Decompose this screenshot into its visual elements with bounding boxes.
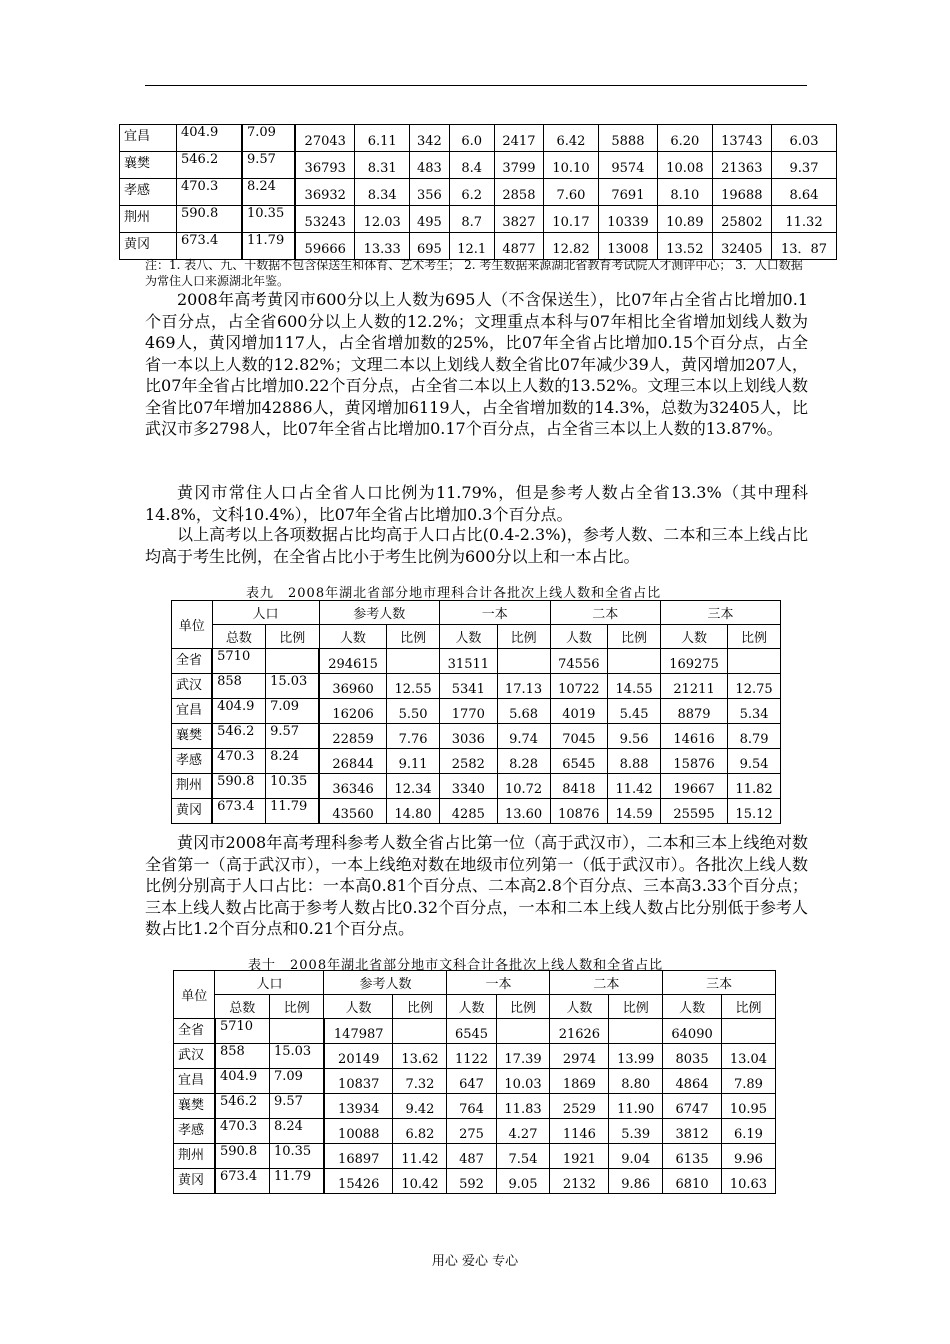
table-cell: 7045 — [550, 724, 608, 749]
table-cell: 11.79 — [266, 799, 319, 824]
paragraph-1: 2008年高考黄冈市600分以上人数为695人（不含保送生），比07年占全省占比增加0.1个百分点，占全省600分以上人数的12.2%；文理重点本科与07年相比全省增加划线人数为469人，黄冈增加117人，占全省增加数的25%，比07年全省占比增加0.15个百分点，占全省一本以上人数的12.82%；文理二本以上划线人数全省比07年减少39人，黄冈增加207人，比07年全省占比增加0.22个百分点，占全省二本以上人数的13.52%。文理三本以上划线人数全省比07年增加42886人，黄冈增加6119人，占全省增加数的14.3%，总数为32405人，比武汉市多2798人，比07年全省占比增加0.17个百分点，占全省三本以上人数的13.87%。 — [145, 290, 808, 438]
table-cell — [497, 649, 550, 674]
table-cell: 8.88 — [608, 749, 661, 774]
table-cell: 8.10 — [658, 179, 713, 206]
table-cell: 15.12 — [728, 799, 781, 824]
table-cell: 36932 — [295, 179, 355, 206]
header-people: 人数 — [324, 995, 393, 1019]
table-row — [172, 749, 781, 774]
table-cell: 20149 — [324, 1044, 393, 1069]
table-cell: 36793 — [295, 152, 355, 179]
header-ratio: 比例 — [496, 995, 550, 1019]
table-cell-region: 襄樊 — [174, 1094, 215, 1119]
table10 — [173, 970, 776, 1194]
table-cell: 8879 — [661, 699, 728, 724]
table-cell: 13．87 — [771, 233, 836, 260]
header-exam: 参考人数 — [324, 971, 447, 995]
table-cell: 592 — [447, 1169, 496, 1194]
table-row — [172, 724, 781, 749]
table-cell: 9.86 — [609, 1169, 663, 1194]
table-cell: 31511 — [440, 649, 498, 674]
table-row — [120, 206, 837, 233]
table-cell: 546.2 — [177, 152, 243, 179]
header-rule — [145, 85, 807, 86]
table-row — [174, 1069, 776, 1094]
table-cell: 5.68 — [497, 699, 550, 724]
table-cell: 546.2 — [212, 724, 265, 749]
table-cell: 6.19 — [721, 1119, 775, 1144]
table-cell: 9.57 — [242, 152, 295, 179]
table-cell: 6.2 — [449, 179, 494, 206]
table-cell-region: 荆州 — [174, 1144, 215, 1169]
table-cell: 8.4 — [449, 152, 494, 179]
table-cell — [269, 1019, 324, 1044]
table-row — [174, 1094, 776, 1119]
table-cell: 6.42 — [544, 125, 599, 152]
table-row — [172, 799, 781, 824]
table-cell: 16206 — [319, 699, 387, 724]
table-cell: 10.35 — [266, 774, 319, 799]
table-cell: 8.7 — [449, 206, 494, 233]
table-cell: 6545 — [447, 1019, 496, 1044]
table-cell: 6545 — [550, 749, 608, 774]
table-cell: 9.37 — [771, 152, 836, 179]
header-ratio: 比例 — [728, 625, 781, 649]
table-cell: 10.35 — [242, 206, 295, 233]
table-cell: 342 — [409, 125, 449, 152]
table-cell: 647 — [447, 1069, 496, 1094]
table-cell: 16897 — [324, 1144, 393, 1169]
table-cell: 8.34 — [355, 179, 410, 206]
table-cell: 13743 — [712, 125, 771, 152]
table-cell: 5.39 — [609, 1119, 663, 1144]
table-cell: 4.27 — [496, 1119, 550, 1144]
table-cell: 2582 — [440, 749, 498, 774]
header-people: 人数 — [663, 995, 722, 1019]
table-row — [172, 649, 781, 674]
table-cell — [608, 649, 661, 674]
table-cell: 590.8 — [215, 1144, 270, 1169]
table-cell: 5888 — [598, 125, 657, 152]
table-cell: 2417 — [494, 125, 544, 152]
table-cell: 695 — [409, 233, 449, 260]
table-cell: 59666 — [295, 233, 355, 260]
table-cell: 14.59 — [608, 799, 661, 824]
table-cell: 10.10 — [544, 152, 599, 179]
table-cell: 590.8 — [177, 206, 243, 233]
table-cell: 4285 — [440, 799, 498, 824]
table-cell: 10.63 — [721, 1169, 775, 1194]
table-cell: 36960 — [319, 674, 387, 699]
table-cell: 483 — [409, 152, 449, 179]
table-cell-region: 孝感 — [174, 1119, 215, 1144]
table-cell-region: 襄樊 — [172, 724, 213, 749]
table-cell: 294615 — [319, 649, 387, 674]
table-cell: 11.82 — [728, 774, 781, 799]
table-cell: 13.52 — [658, 233, 713, 260]
table-cell: 8.24 — [266, 749, 319, 774]
header-people: 人数 — [447, 995, 496, 1019]
table-cell: 6810 — [663, 1169, 722, 1194]
table-cell: 6.0 — [449, 125, 494, 152]
table-cell: 3799 — [494, 152, 544, 179]
table-row — [172, 674, 781, 699]
header-b1: 一本 — [440, 601, 550, 625]
table-cell: 2974 — [550, 1044, 609, 1069]
table-row — [174, 1119, 776, 1144]
header-b2: 二本 — [550, 971, 663, 995]
table-cell: 15.03 — [269, 1044, 324, 1069]
table-cell: 356 — [409, 179, 449, 206]
table-cell: 9.05 — [496, 1169, 550, 1194]
table-cell: 10.42 — [393, 1169, 447, 1194]
table-cell: 12.03 — [355, 206, 410, 233]
table-cell: 10722 — [550, 674, 608, 699]
table-cell: 17.39 — [496, 1044, 550, 1069]
table-cell: 53243 — [295, 206, 355, 233]
table-cell — [721, 1019, 775, 1044]
table-cell: 2858 — [494, 179, 544, 206]
table-cell: 26844 — [319, 749, 387, 774]
table-cell: 12.82 — [544, 233, 599, 260]
header-ratio: 比例 — [608, 625, 661, 649]
table-cell-region: 宜昌 — [120, 125, 177, 152]
table-cell-region: 黄冈 — [172, 799, 213, 824]
table-cell: 404.9 — [215, 1069, 270, 1094]
table-cell-region: 黄冈 — [120, 233, 177, 260]
table-cell: 9.57 — [266, 724, 319, 749]
table-cell: 15426 — [324, 1169, 393, 1194]
table-cell-region: 黄冈 — [174, 1169, 215, 1194]
table-cell: 9.96 — [721, 1144, 775, 1169]
table-cell: 3812 — [663, 1119, 722, 1144]
table-cell-region: 襄樊 — [120, 152, 177, 179]
table-cell: 858 — [215, 1044, 270, 1069]
table-cell: 11.90 — [609, 1094, 663, 1119]
table-cell: 9.74 — [497, 724, 550, 749]
header-ratio: 比例 — [609, 995, 663, 1019]
table-cell: 15876 — [661, 749, 728, 774]
table-cell: 13934 — [324, 1094, 393, 1119]
header-pop: 人口 — [215, 971, 324, 995]
table-cell: 3827 — [494, 206, 544, 233]
header-total: 总数 — [215, 995, 270, 1019]
table-cell: 14.55 — [608, 674, 661, 699]
table9 — [171, 600, 781, 824]
table-cell: 7691 — [598, 179, 657, 206]
table-cell: 6.11 — [355, 125, 410, 152]
table-cell: 12.1 — [449, 233, 494, 260]
table-cell — [609, 1019, 663, 1044]
table-cell: 4864 — [663, 1069, 722, 1094]
table-cell: 9.56 — [608, 724, 661, 749]
header-unit: 单位 — [174, 971, 215, 1019]
table-cell: 7.32 — [393, 1069, 447, 1094]
table-cell: 5.50 — [387, 699, 440, 724]
table-cell: 12.55 — [387, 674, 440, 699]
table-cell: 8.24 — [242, 179, 295, 206]
table-cell: 495 — [409, 206, 449, 233]
table-cell: 13.60 — [497, 799, 550, 824]
table-cell: 5341 — [440, 674, 498, 699]
table-cell: 19667 — [661, 774, 728, 799]
table-row — [174, 1044, 776, 1069]
header-ratio: 比例 — [266, 625, 319, 649]
header-b3: 三本 — [661, 601, 781, 625]
table-cell: 14.80 — [387, 799, 440, 824]
table-cell: 673.4 — [212, 799, 265, 824]
table-cell: 8.28 — [497, 749, 550, 774]
table10-caption: 表十 2008年湖北省部分地市文科合计各批次上线人数和全省占比 — [248, 958, 664, 973]
table-cell: 6747 — [663, 1094, 722, 1119]
header-pop: 人口 — [212, 601, 319, 625]
header-ratio: 比例 — [393, 995, 447, 1019]
table-cell: 22859 — [319, 724, 387, 749]
table-row — [120, 179, 837, 206]
table-cell: 13008 — [598, 233, 657, 260]
table-cell: 4877 — [494, 233, 544, 260]
table-cell: 13.33 — [355, 233, 410, 260]
header-ratio: 比例 — [497, 625, 550, 649]
table-cell: 147987 — [324, 1019, 393, 1044]
table-cell: 10.17 — [544, 206, 599, 233]
table-cell: 7.09 — [242, 125, 295, 152]
table-row — [174, 1019, 776, 1044]
table-cell: 11.32 — [771, 206, 836, 233]
table-cell-region: 宜昌 — [172, 699, 213, 724]
table-cell: 275 — [447, 1119, 496, 1144]
table-cell: 13.04 — [721, 1044, 775, 1069]
table-cell: 21211 — [661, 674, 728, 699]
table-note: 注：1. 表八、九、十数据不包含保送生和体育、艺术考生； 2. 考生数据来源湖北省教育考试院人才测评中心； 3．人口数据为常住人口来源湖北年鉴。 — [145, 258, 803, 288]
table-cell: 25595 — [661, 799, 728, 824]
page-footer: 用心 爱心 专心 — [431, 1254, 519, 1269]
table-cell: 673.4 — [177, 233, 243, 260]
table-cell: 10.08 — [658, 152, 713, 179]
table-cell: 21626 — [550, 1019, 609, 1044]
table-cell: 10.89 — [658, 206, 713, 233]
header-ratio: 比例 — [269, 995, 324, 1019]
table-cell — [266, 649, 319, 674]
table-cell: 12.34 — [387, 774, 440, 799]
table-cell — [393, 1019, 447, 1044]
header-people: 人数 — [319, 625, 387, 649]
header-people: 人数 — [661, 625, 728, 649]
table-cell: 5710 — [212, 649, 265, 674]
table-cell: 6135 — [663, 1144, 722, 1169]
table-cell-region: 武汉 — [174, 1044, 215, 1069]
table-cell: 27043 — [295, 125, 355, 152]
table9-caption: 表九 2008年湖北省部分地市理科合计各批次上线人数和全省占比 — [246, 586, 662, 601]
table-cell: 2529 — [550, 1094, 609, 1119]
table-cell: 9.11 — [387, 749, 440, 774]
table-cell: 8.64 — [771, 179, 836, 206]
table-cell-region: 全省 — [172, 649, 213, 674]
table-cell: 470.3 — [212, 749, 265, 774]
table-cell: 9574 — [598, 152, 657, 179]
table-cell: 9.57 — [269, 1094, 324, 1119]
table-cell: 8035 — [663, 1044, 722, 1069]
table-cell-region: 荆州 — [172, 774, 213, 799]
table-cell: 2132 — [550, 1169, 609, 1194]
table-cell: 673.4 — [215, 1169, 270, 1194]
table-cell: 36346 — [319, 774, 387, 799]
table-cell: 10.35 — [269, 1144, 324, 1169]
table-cell: 7.60 — [544, 179, 599, 206]
table-cell: 4019 — [550, 699, 608, 724]
header-b3: 三本 — [663, 971, 776, 995]
table-cell: 15.03 — [266, 674, 319, 699]
table-cell-region: 宜昌 — [174, 1069, 215, 1094]
header-people: 人数 — [550, 625, 608, 649]
table-cell: 1869 — [550, 1069, 609, 1094]
table-cell: 13.99 — [609, 1044, 663, 1069]
table-cell: 14616 — [661, 724, 728, 749]
table-cell: 7.76 — [387, 724, 440, 749]
paragraph-4: 黄冈市2008年高考理科参考人数全省占比第一位（高于武汉市），二本和三本上线绝对数全省第一（高于武汉市），一本上线绝对数在地级市位列第一（低于武汉市）。各批次上线人数比例分别高于人口占比：一本高0.81个百分点、二本高2.8个百分点、三本高3.33个百分点；三本上线人数占比高于参考人数占比0.32个百分点，一本和二本上线人数占比分别低于参考人数占比1.2个百分点和0.21个百分点。 — [145, 833, 808, 938]
table-cell: 6.82 — [393, 1119, 447, 1144]
table-cell: 9.54 — [728, 749, 781, 774]
table-cell: 7.09 — [269, 1069, 324, 1094]
table-cell: 1122 — [447, 1044, 496, 1069]
table-cell: 8.79 — [728, 724, 781, 749]
table-cell: 5710 — [215, 1019, 270, 1044]
table-cell: 17.13 — [497, 674, 550, 699]
table-cell: 11.42 — [393, 1144, 447, 1169]
header-unit: 单位 — [172, 601, 213, 649]
table-cell: 74556 — [550, 649, 608, 674]
table-cell: 32405 — [712, 233, 771, 260]
table-cell: 21363 — [712, 152, 771, 179]
table-cell-region: 荆州 — [120, 206, 177, 233]
table-cell: 11.83 — [496, 1094, 550, 1119]
table-cell: 3036 — [440, 724, 498, 749]
table-cell: 6.20 — [658, 125, 713, 152]
table-cell: 19688 — [712, 179, 771, 206]
header-ratio: 比例 — [387, 625, 440, 649]
table-cell: 470.3 — [177, 179, 243, 206]
table-cell: 8.80 — [609, 1069, 663, 1094]
header-people: 人数 — [550, 995, 609, 1019]
paragraph-2: 黄冈市常住人口占全省人口比例为11.79%，但是参考人数占全省13.3%（其中理科14.8%，文科10.4%），比07年全省占比增加0.3个百分点。 — [145, 483, 808, 524]
table-cell: 11.42 — [608, 774, 661, 799]
table-cell: 404.9 — [177, 125, 243, 152]
table-cell: 8.24 — [269, 1119, 324, 1144]
table-cell: 64090 — [663, 1019, 722, 1044]
table-cell — [387, 649, 440, 674]
table-row — [172, 699, 781, 724]
table-cell: 8.31 — [355, 152, 410, 179]
header-exam: 参考人数 — [319, 601, 440, 625]
table-row — [120, 233, 837, 260]
table-cell: 25802 — [712, 206, 771, 233]
table-cell — [728, 649, 781, 674]
table-row — [172, 774, 781, 799]
table-row — [120, 152, 837, 179]
table-cell: 546.2 — [215, 1094, 270, 1119]
table-cell: 7.54 — [496, 1144, 550, 1169]
table-cell: 5.34 — [728, 699, 781, 724]
table-cell: 470.3 — [215, 1119, 270, 1144]
table-cell-region: 全省 — [174, 1019, 215, 1044]
table-cell-region: 孝感 — [172, 749, 213, 774]
table-cell: 10837 — [324, 1069, 393, 1094]
table-cell: 404.9 — [212, 699, 265, 724]
table-cell: 3340 — [440, 774, 498, 799]
table-cell: 13.62 — [393, 1044, 447, 1069]
table-cell-region: 孝感 — [120, 179, 177, 206]
table-cell: 169275 — [661, 649, 728, 674]
table-cell: 43560 — [319, 799, 387, 824]
header-people: 人数 — [440, 625, 498, 649]
table-cell-region: 武汉 — [172, 674, 213, 699]
table-cell: 1146 — [550, 1119, 609, 1144]
table-cell: 7.09 — [266, 699, 319, 724]
header-ratio: 比例 — [721, 995, 775, 1019]
table-row — [120, 125, 837, 152]
table-cell: 11.79 — [242, 233, 295, 260]
table-cell: 8418 — [550, 774, 608, 799]
table-cell: 7.89 — [721, 1069, 775, 1094]
table-cell: 764 — [447, 1094, 496, 1119]
table-cell: 10.72 — [497, 774, 550, 799]
table-row — [174, 1144, 776, 1169]
header-b2: 二本 — [550, 601, 660, 625]
table-cell: 9.04 — [609, 1144, 663, 1169]
header-total: 总数 — [212, 625, 265, 649]
table-cell: 11.79 — [269, 1169, 324, 1194]
table-cell: 10339 — [598, 206, 657, 233]
table-cell: 10876 — [550, 799, 608, 824]
table-cell — [496, 1019, 550, 1044]
table-top-continuation — [119, 124, 837, 260]
table-cell: 12.75 — [728, 674, 781, 699]
header-b1: 一本 — [447, 971, 550, 995]
table-cell: 6.03 — [771, 125, 836, 152]
table-cell: 858 — [212, 674, 265, 699]
table-row — [174, 1169, 776, 1194]
table-cell: 1770 — [440, 699, 498, 724]
paragraph-3: 以上高考以上各项数据占比均高于人口占比(0.4-2.3%)，参考人数、二本和三本上线占比均高于考生比例，在全省占比小于考生比例为600分以上和一本占比。 — [145, 525, 808, 566]
table-cell: 9.42 — [393, 1094, 447, 1119]
table-cell: 10.95 — [721, 1094, 775, 1119]
table-cell: 590.8 — [212, 774, 265, 799]
table-cell: 5.45 — [608, 699, 661, 724]
table-cell: 1921 — [550, 1144, 609, 1169]
table-cell: 10088 — [324, 1119, 393, 1144]
table-cell: 487 — [447, 1144, 496, 1169]
table-cell: 10.03 — [496, 1069, 550, 1094]
